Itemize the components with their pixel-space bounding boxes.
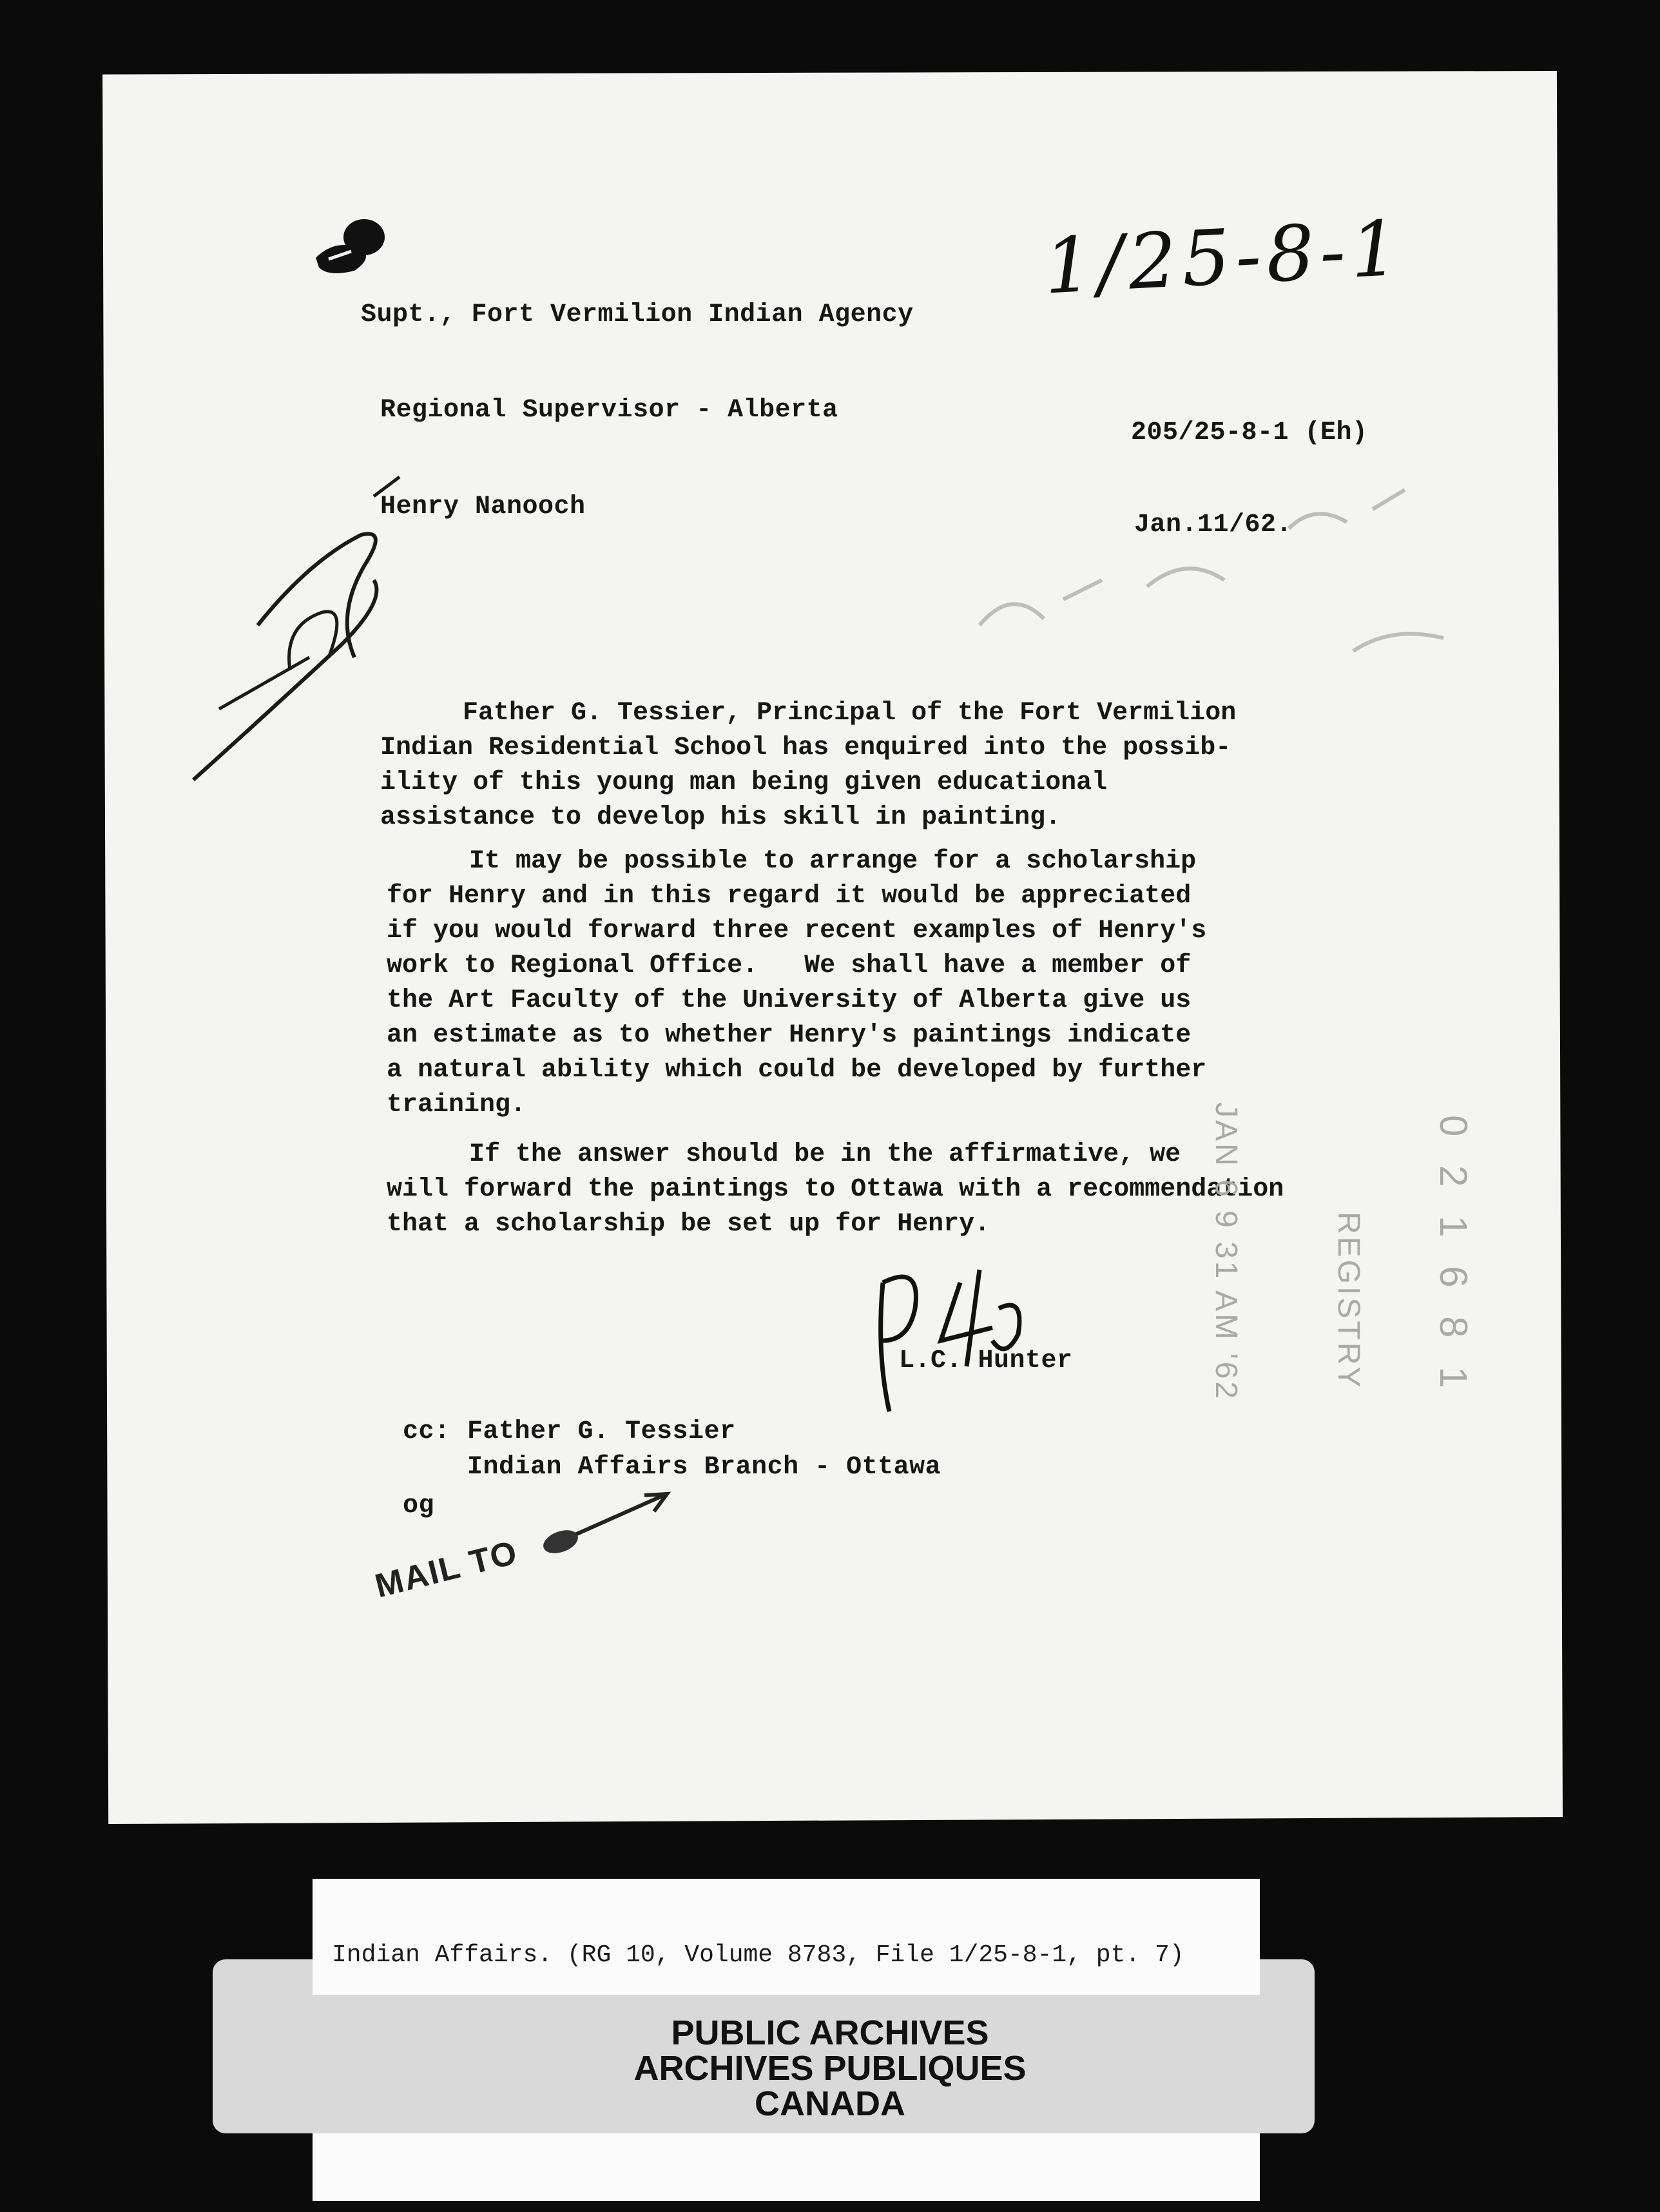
signature <box>864 1257 1057 1424</box>
paragraph-1: Father G. Tessier, Principal of the Fort Vermilion Indian Residential School has enquired into the possib- ility of this young man being given educational assistance to develop his skill in painting. <box>380 699 1237 832</box>
punch-hole-mark <box>303 213 393 284</box>
mail-to-stamp: MAIL TO <box>371 1533 522 1606</box>
registry-stamp: REGISTRY <box>1331 1212 1366 1390</box>
handwritten-file-number: 1/25-8-1 <box>1041 203 1407 311</box>
archives-line-1: PUBLIC ARCHIVES <box>671 2013 989 2052</box>
archive-citation: Indian Affairs. (RG 10, Volume 8783, File 1/25-8-1, pt. 7) <box>332 1941 1184 1969</box>
cc-label: cc: <box>403 1417 450 1446</box>
handwritten-scribble <box>180 464 412 799</box>
memo-from: Regional Supervisor - Alberta <box>380 396 838 425</box>
file-serial-stamp: 0 2 1 6 8 1 <box>1432 1115 1475 1397</box>
received-date-stamp: JAN 6 9 31 AM '62 <box>1209 1102 1243 1402</box>
archives-line-3: CANADA <box>755 2084 905 2123</box>
faint-pencil-marks <box>954 471 1482 677</box>
paragraph-2: It may be possible to arrange for a scholarship for Henry and in this regard it would be appreciated if you would forward three recent examples of Henry's work to Regional Office. We shall have a member of the Art Faculty of the University of Alberta give us an estimate as to whether Henry's paintings indicate a natural ability which could be developed by further training. <box>387 847 1207 1120</box>
signature-name: L.C. Hunter <box>899 1346 1073 1375</box>
typist-initials: og <box>403 1491 435 1520</box>
memo-reference: 205/25-8-1 (Eh) <box>1131 418 1368 447</box>
archive-card-front <box>313 1879 1260 1995</box>
cc-recipient-1: Father G. Tessier <box>467 1417 736 1446</box>
mail-to-arrow-icon <box>535 1482 677 1566</box>
paragraph-3: If the answer should be in the affirmative, we will forward the paintings to Ottawa with a recommendation that a scholarship be set up for Henry. <box>387 1140 1284 1239</box>
cc-recipient-2: Indian Affairs Branch - Ottawa <box>467 1453 941 1482</box>
memo-to: Supt., Fort Vermilion Indian Agency <box>361 300 914 329</box>
archives-line-2: ARCHIVES PUBLIQUES <box>633 2049 1027 2088</box>
memo-date: Jan.11/62. <box>1134 510 1293 539</box>
memo-subject: Henry Nanooch <box>380 492 586 521</box>
